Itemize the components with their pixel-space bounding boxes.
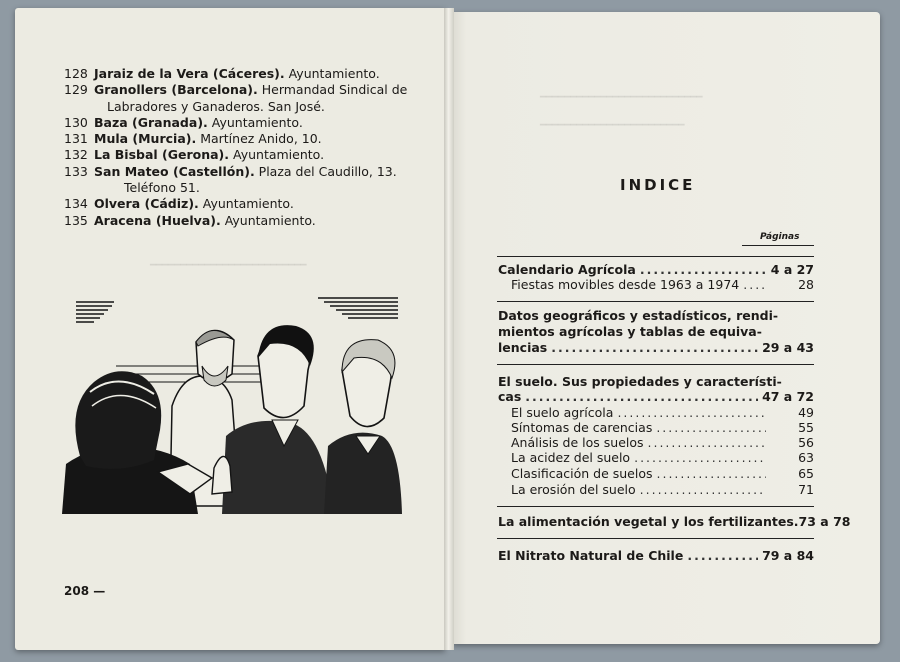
section-rule bbox=[497, 506, 814, 507]
section-rule bbox=[497, 301, 814, 302]
list-item-continuation: Labradores y Ganaderos. San José. bbox=[107, 98, 325, 114]
section-rule bbox=[497, 538, 814, 539]
index-subentry: Clasificación de suelos ..... 65 bbox=[511, 466, 814, 482]
index-entry: lencias ..... 29 a 43 bbox=[498, 340, 814, 356]
index-entry: La alimentación vegetal y los fertilizantes. 73 a 78 bbox=[498, 514, 851, 529]
list-item: 131 Mula (Murcia). Martínez Anido, 10. bbox=[64, 131, 322, 147]
index-subentry: La acidez del suelo ..... 63 bbox=[511, 450, 814, 466]
list-item: 133 San Mateo (Castellón). Plaza del Caudillo, 13. bbox=[64, 163, 397, 179]
index-subentry: Fiestas movibles desde 1963 a 1974 ..... 28 bbox=[511, 277, 814, 293]
section-rule bbox=[497, 364, 814, 365]
index-subentry: Síntomas de carencias ..... 55 bbox=[511, 420, 814, 436]
index-entry-line: El suelo. Sus propiedades y característi- bbox=[498, 374, 782, 389]
index-entry: cas ..... 47 a 72 bbox=[498, 389, 814, 405]
list-item: 135 Aracena (Huelva). Ayuntamiento. bbox=[64, 212, 316, 228]
index-subentry: El suelo agrícola ..... 49 bbox=[511, 405, 814, 421]
section-rule bbox=[497, 256, 814, 257]
list-item: 130 Baza (Granada). Ayuntamiento. bbox=[64, 114, 303, 130]
list-item: 134 Olvera (Cádiz). Ayuntamiento. bbox=[64, 196, 294, 212]
index-subentry: La erosión del suelo ..... 71 bbox=[511, 482, 814, 498]
index-entry-line: mientos agrícolas y tablas de equiva- bbox=[498, 324, 762, 339]
show-through-text: ━━━━━━━━━━━━━━━━━━━━━━━━━━ bbox=[150, 260, 307, 271]
index-entry: El Nitrato Natural de Chile ..... 79 a 84 bbox=[498, 548, 814, 564]
pages-column-header: Páginas bbox=[760, 232, 800, 242]
index-entry: Calendario Agrícola ..... 4 a 27 bbox=[498, 262, 814, 278]
column-rule bbox=[742, 245, 814, 246]
list-item: 129 Granollers (Barcelona). Hermandad Sindical de bbox=[64, 82, 408, 98]
list-item-continuation: Teléfono 51. bbox=[124, 180, 200, 196]
list-item: 132 La Bisbal (Gerona). Ayuntamiento. bbox=[64, 147, 325, 163]
address-list bbox=[64, 66, 407, 229]
list-item: 128 Jaraiz de la Vera (Cáceres). Ayuntamiento. bbox=[64, 66, 380, 81]
index-subentry: Análisis de los suelos ..... 56 bbox=[511, 435, 814, 451]
show-through-text: ━━━━━━━━━━━━━━━━━━━━━━━━ bbox=[540, 120, 685, 131]
book-gutter bbox=[444, 8, 454, 650]
index-title: INDICE bbox=[620, 176, 696, 194]
page-number: 208 — bbox=[64, 584, 106, 598]
show-through-text: ━━━━━━━━━━━━━━━━━━━━━━━━━━━ bbox=[540, 92, 703, 103]
index-entry-line: Datos geográficos y estadísticos, rendi- bbox=[498, 308, 779, 323]
men-illustration bbox=[62, 296, 402, 514]
